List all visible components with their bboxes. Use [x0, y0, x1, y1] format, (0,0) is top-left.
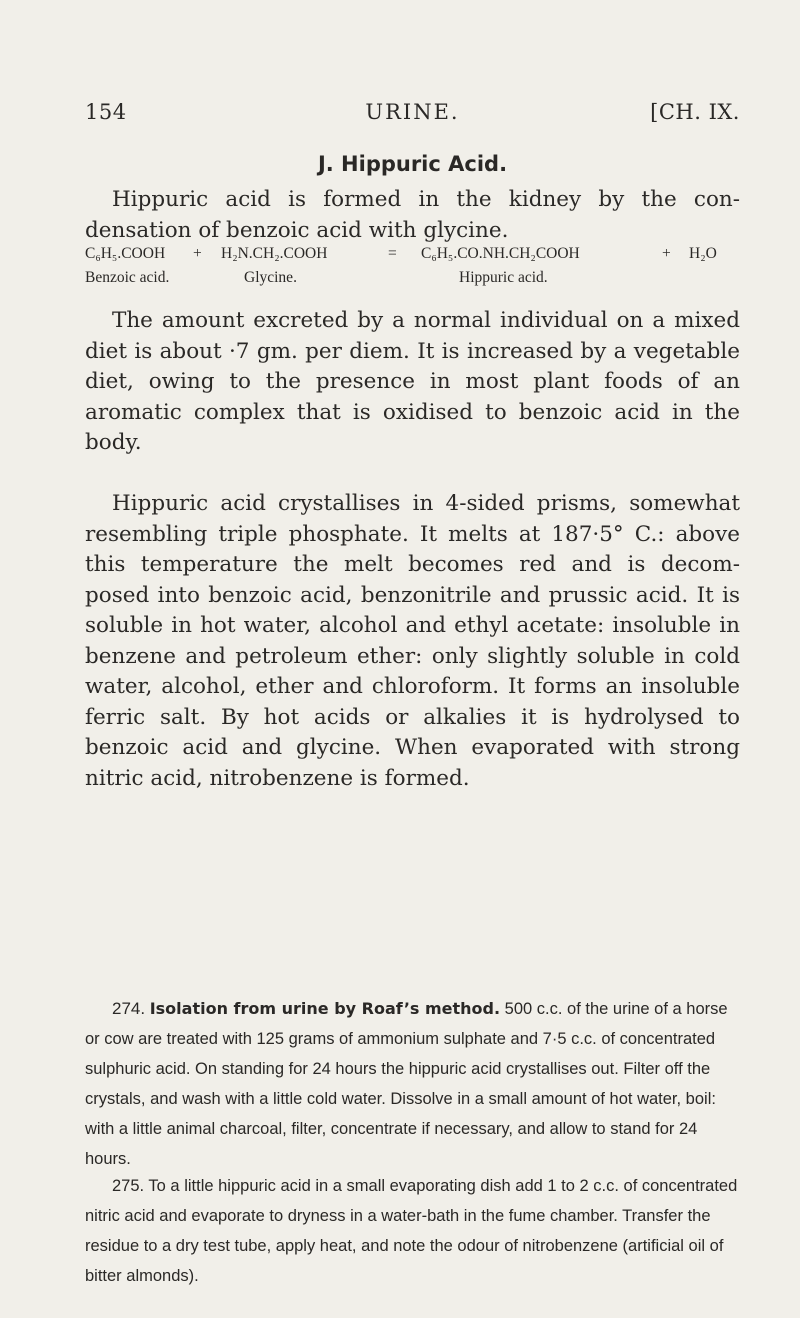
chapter-reference: [CH. IX. — [650, 100, 740, 124]
properties-paragraph: Hippuric acid crystallises in 4-sided prisms, somewhat resembling triple phosphate. It melts at 187·5° C.: above this temperature the melt becomes red and is decom- posed into benzoic acid, benzonitrile and prussic acid. It is soluble in hot water, alcohol and ethyl acetate: insoluble in benzene and petroleum ether: only slightly soluble in cold water, alcohol, ether and chloroform. It forms an insoluble ferric salt. By hot acids or alkalies it is hydrolysed to benzoic acid and glycine. When evaporated with strong nitric acid, nitrobenzene is formed. — [85, 491, 740, 791]
experiment-number: 275. — [112, 1177, 145, 1195]
experiment-title: Isolation from urine by Roaf’s method. — [149, 999, 501, 1018]
glycine-label: Glycine. — [244, 269, 297, 286]
experiment-number: 274. — [112, 999, 146, 1018]
equation-formula-row — [85, 245, 755, 269]
running-title: URINE. — [365, 100, 460, 124]
chemical-equation — [85, 245, 755, 293]
amount-paragraph: The amount excreted by a normal individual on a mixed diet is about ·7 gm. per diem. It is increased by a vegetable diet, owing to the presence in most plant foods of an aromatic complex that is oxidised to benzoic acid in the body. — [85, 308, 740, 455]
section-heading: J. Hippuric Acid. — [317, 152, 508, 176]
intro-paragraph: Hippuric acid is formed in the kidney by the con- densation of benzoic acid with glycine. — [85, 187, 740, 243]
benzoic-acid-label: Benzoic acid. — [85, 269, 170, 286]
glycine-formula: H₂N.CH₂.COOH — [221, 245, 328, 262]
page-number: 154 — [85, 100, 127, 124]
running-head — [85, 100, 740, 130]
experiment-text: To a little hippuric acid in a small evaporating dish add 1 to 2 c.c. of concentrated nitric acid and evaporate to dryness in a water-bath in the fume chamber. Transfer the residue to a dry test tube, apply heat, and note the odour of nitrobenzene (artificial oil of bitter almonds). — [85, 1177, 738, 1285]
hippuric-acid-formula: C₆H₅.CO.NH.CH₂COOH — [421, 245, 580, 262]
plus-sign: + — [193, 245, 202, 262]
water-formula: H₂O — [689, 245, 717, 262]
experiment-text: 500 c.c. of the urine of a horse or cow are treated with 125 grams of ammonium sulphate and 7·5 c.c. of concentrated sulphuric acid. On standing for 24 hours the hippuric acid crystallises out. Filter off the crystals, and wash with a little cold water. Dissolve in a small amount of hot water, boil: with a little animal charcoal, filter, concentrate if necessary, and allow to stand for 24 hours. — [85, 1000, 728, 1168]
benzoic-acid-formula: C₆H₅.COOH — [85, 245, 166, 262]
hippuric-acid-label: Hippuric acid. — [459, 269, 548, 286]
equals-sign: = — [388, 245, 397, 262]
plus-sign: + — [662, 245, 671, 262]
experiment-274 — [85, 994, 740, 1174]
equation-label-row — [85, 269, 755, 293]
experiment-275 — [85, 1171, 740, 1291]
